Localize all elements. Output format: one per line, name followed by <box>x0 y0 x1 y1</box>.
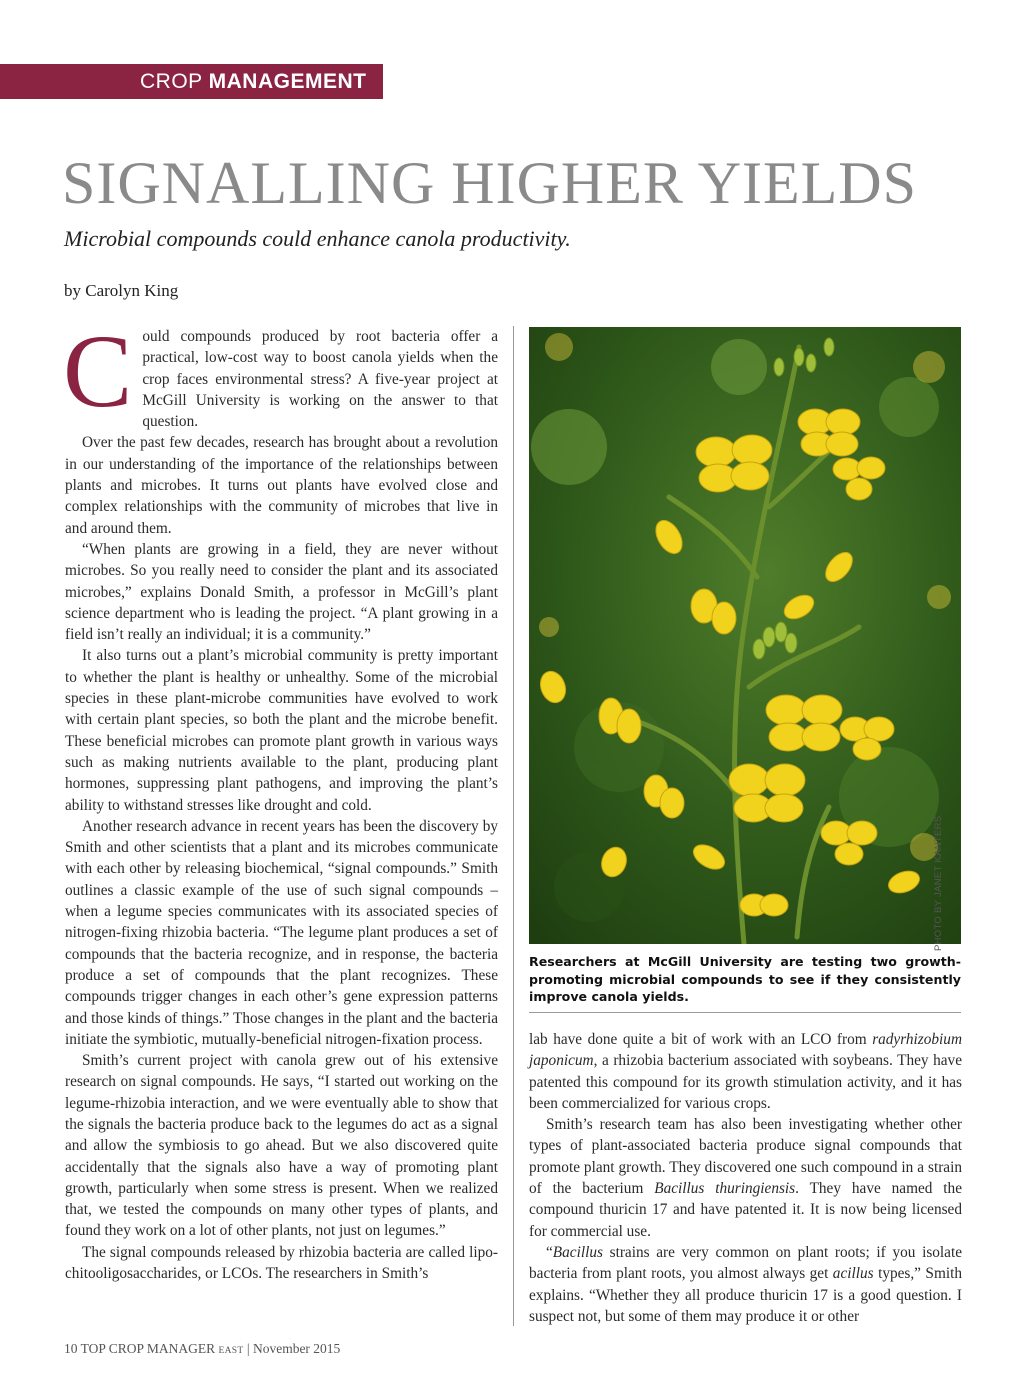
text-run: Smith’s research team has also been investigating whether other types of plant-associated bacteria produce signal compounds that promote plant growth. They discovered one such compound in a strain of the bacterium <box>529 1116 962 1198</box>
text-run: , a rhizobia bacterium associated with soybeans. They have patented this compound for its growth stimulation activity, and it has been commercialized for various crops. <box>529 1052 962 1112</box>
canola-photo <box>529 327 961 944</box>
edition-label: EAST <box>218 1346 244 1356</box>
section-label <box>140 69 366 95</box>
section-prefix: CROP <box>140 70 203 93</box>
text-run: types,” Smith explains. “Whether they all produce thuricin 17 is a good question. I suspect not, but some of them may produce it or other <box>529 1265 962 1325</box>
paragraph-7: The signal compounds released by rhizobia bacteria are called lipo-chitooligosaccharides, or LCOs. The researchers in Smith’s <box>65 1243 498 1283</box>
italic-genus-name: Bacillus <box>552 1243 603 1261</box>
photo-credit: PHOTO BY JANET KANTERS <box>933 815 944 951</box>
column-divider <box>513 326 514 1326</box>
canola-flowers-image <box>529 327 961 944</box>
italic-species-name: radyrhizobium japonicum <box>529 1031 962 1070</box>
page-number: 10 <box>64 1341 78 1356</box>
magazine-title: TOP CROP MANAGER <box>80 1341 216 1356</box>
paragraph-1-text: ould compounds produced by root bacteria offer a practical, low-cost way to boost canola yields when the crop faces environmental stress? A five-year project at McGill University is working on the answer to that question. <box>142 328 498 431</box>
section-name: MANAGEMENT <box>208 70 367 93</box>
headline: SIGNALLING HIGHER YIELDS <box>62 150 918 216</box>
paragraph-1 <box>63 314 498 432</box>
byline: by Carolyn King <box>64 281 179 300</box>
caption-rule <box>529 1012 961 1013</box>
text-run: . They have named the compound thuricin 17 and have patented it. It is now being licensed for commercial use. <box>529 1180 962 1240</box>
footer-separator: | <box>246 1341 250 1356</box>
text-run: strains are very common on plant roots; if you isolate bacteria from plant roots, you almost always get <box>529 1243 962 1283</box>
text-run: lab have done quite a bit of work with an LCO from <box>529 1031 873 1048</box>
italic-genus-name: acillus <box>832 1265 874 1283</box>
text-run: “ <box>546 1243 553 1261</box>
italic-species-name: Bacillus thuringiensis <box>654 1180 796 1198</box>
right-paragraph-1 <box>529 1029 962 1114</box>
paragraph-3: “When plants are growing in a field, they are never without microbes. So you really need to consider the plant and its associated microbes,” explains Donald Smith, a professor in McGill’s plant science department who is leading the project. “A plant growing in a field isn’t really an individual; it is a community.” <box>65 540 498 644</box>
photo-caption: Researchers at McGill University are testing two growth-promoting microbial compounds to see if they consistently improve canola yields. <box>529 954 961 1004</box>
paragraph-4: It also turns out a plant’s microbial community is pretty important to whether the plant is healthy or unhealthy. Some of the microbial species in these plant-microbe communities have evolved to work with certain plant species, so both the plant and the microbe benefit. These beneficial microbes can promote plant growth in various ways such as making nutrients available to the plant, producing plant hormones, suppressing plant pathogens, and improving the plant’s ability to withstand stresses like drought and cold. <box>65 647 498 814</box>
paragraph-5: Another research advance in recent years has been the discovery by Smith and other scientists that a plant and its microbes communicate with each other by releasing biochemical, “signal compounds.” Smith outlines a classic example of the use of such signal compounds – when a legume species communicates with its associated species of nitrogen-fixing rhizobia bacteria. “The legume plant produces a set of compounds that the bacteria recognize, and in response, the bacteria produce a set of compounds that the plant recognizes. These compounds trigger changes in each other’s gene expression patterns and those kinds of things.” Those changes in the plant and the bacteria initiate the symbiotic, mutually-beneficial nitrogen-fixation process. <box>65 817 498 1048</box>
right-paragraph-3 <box>529 1242 962 1327</box>
right-paragraph-2 <box>529 1114 962 1242</box>
issue-date: November 2015 <box>252 1341 341 1356</box>
paragraph-2: Over the past few decades, research has brought about a revolution in our understanding of the importance of the relationships between plants and microbes. It turns out plants have evolved close and complex relationships with the community of microbes that live in and around them. <box>65 434 498 537</box>
page-footer <box>64 1341 340 1357</box>
subhead: Microbial compounds could enhance canola productivity. <box>64 226 571 251</box>
left-column <box>63 314 498 1284</box>
drop-cap: C <box>63 314 133 429</box>
right-column <box>529 1029 962 1327</box>
paragraph-6: Smith’s current project with canola grew out of his extensive research on signal compounds. He says, “I started out working on the legume-rhizobia interaction, and we were eventually able to show that the signals the bacteria produce back to the legumes do act as a signal and allow the symbiosis to go ahead. But we also discovered quite accidentally that the signals also have a way of promoting plant growth, particularly when some stress is present. When we realized that, we tested the compounds on many other types of plants, and found they work on a lot of other plants, not just on legumes.” <box>65 1052 498 1240</box>
